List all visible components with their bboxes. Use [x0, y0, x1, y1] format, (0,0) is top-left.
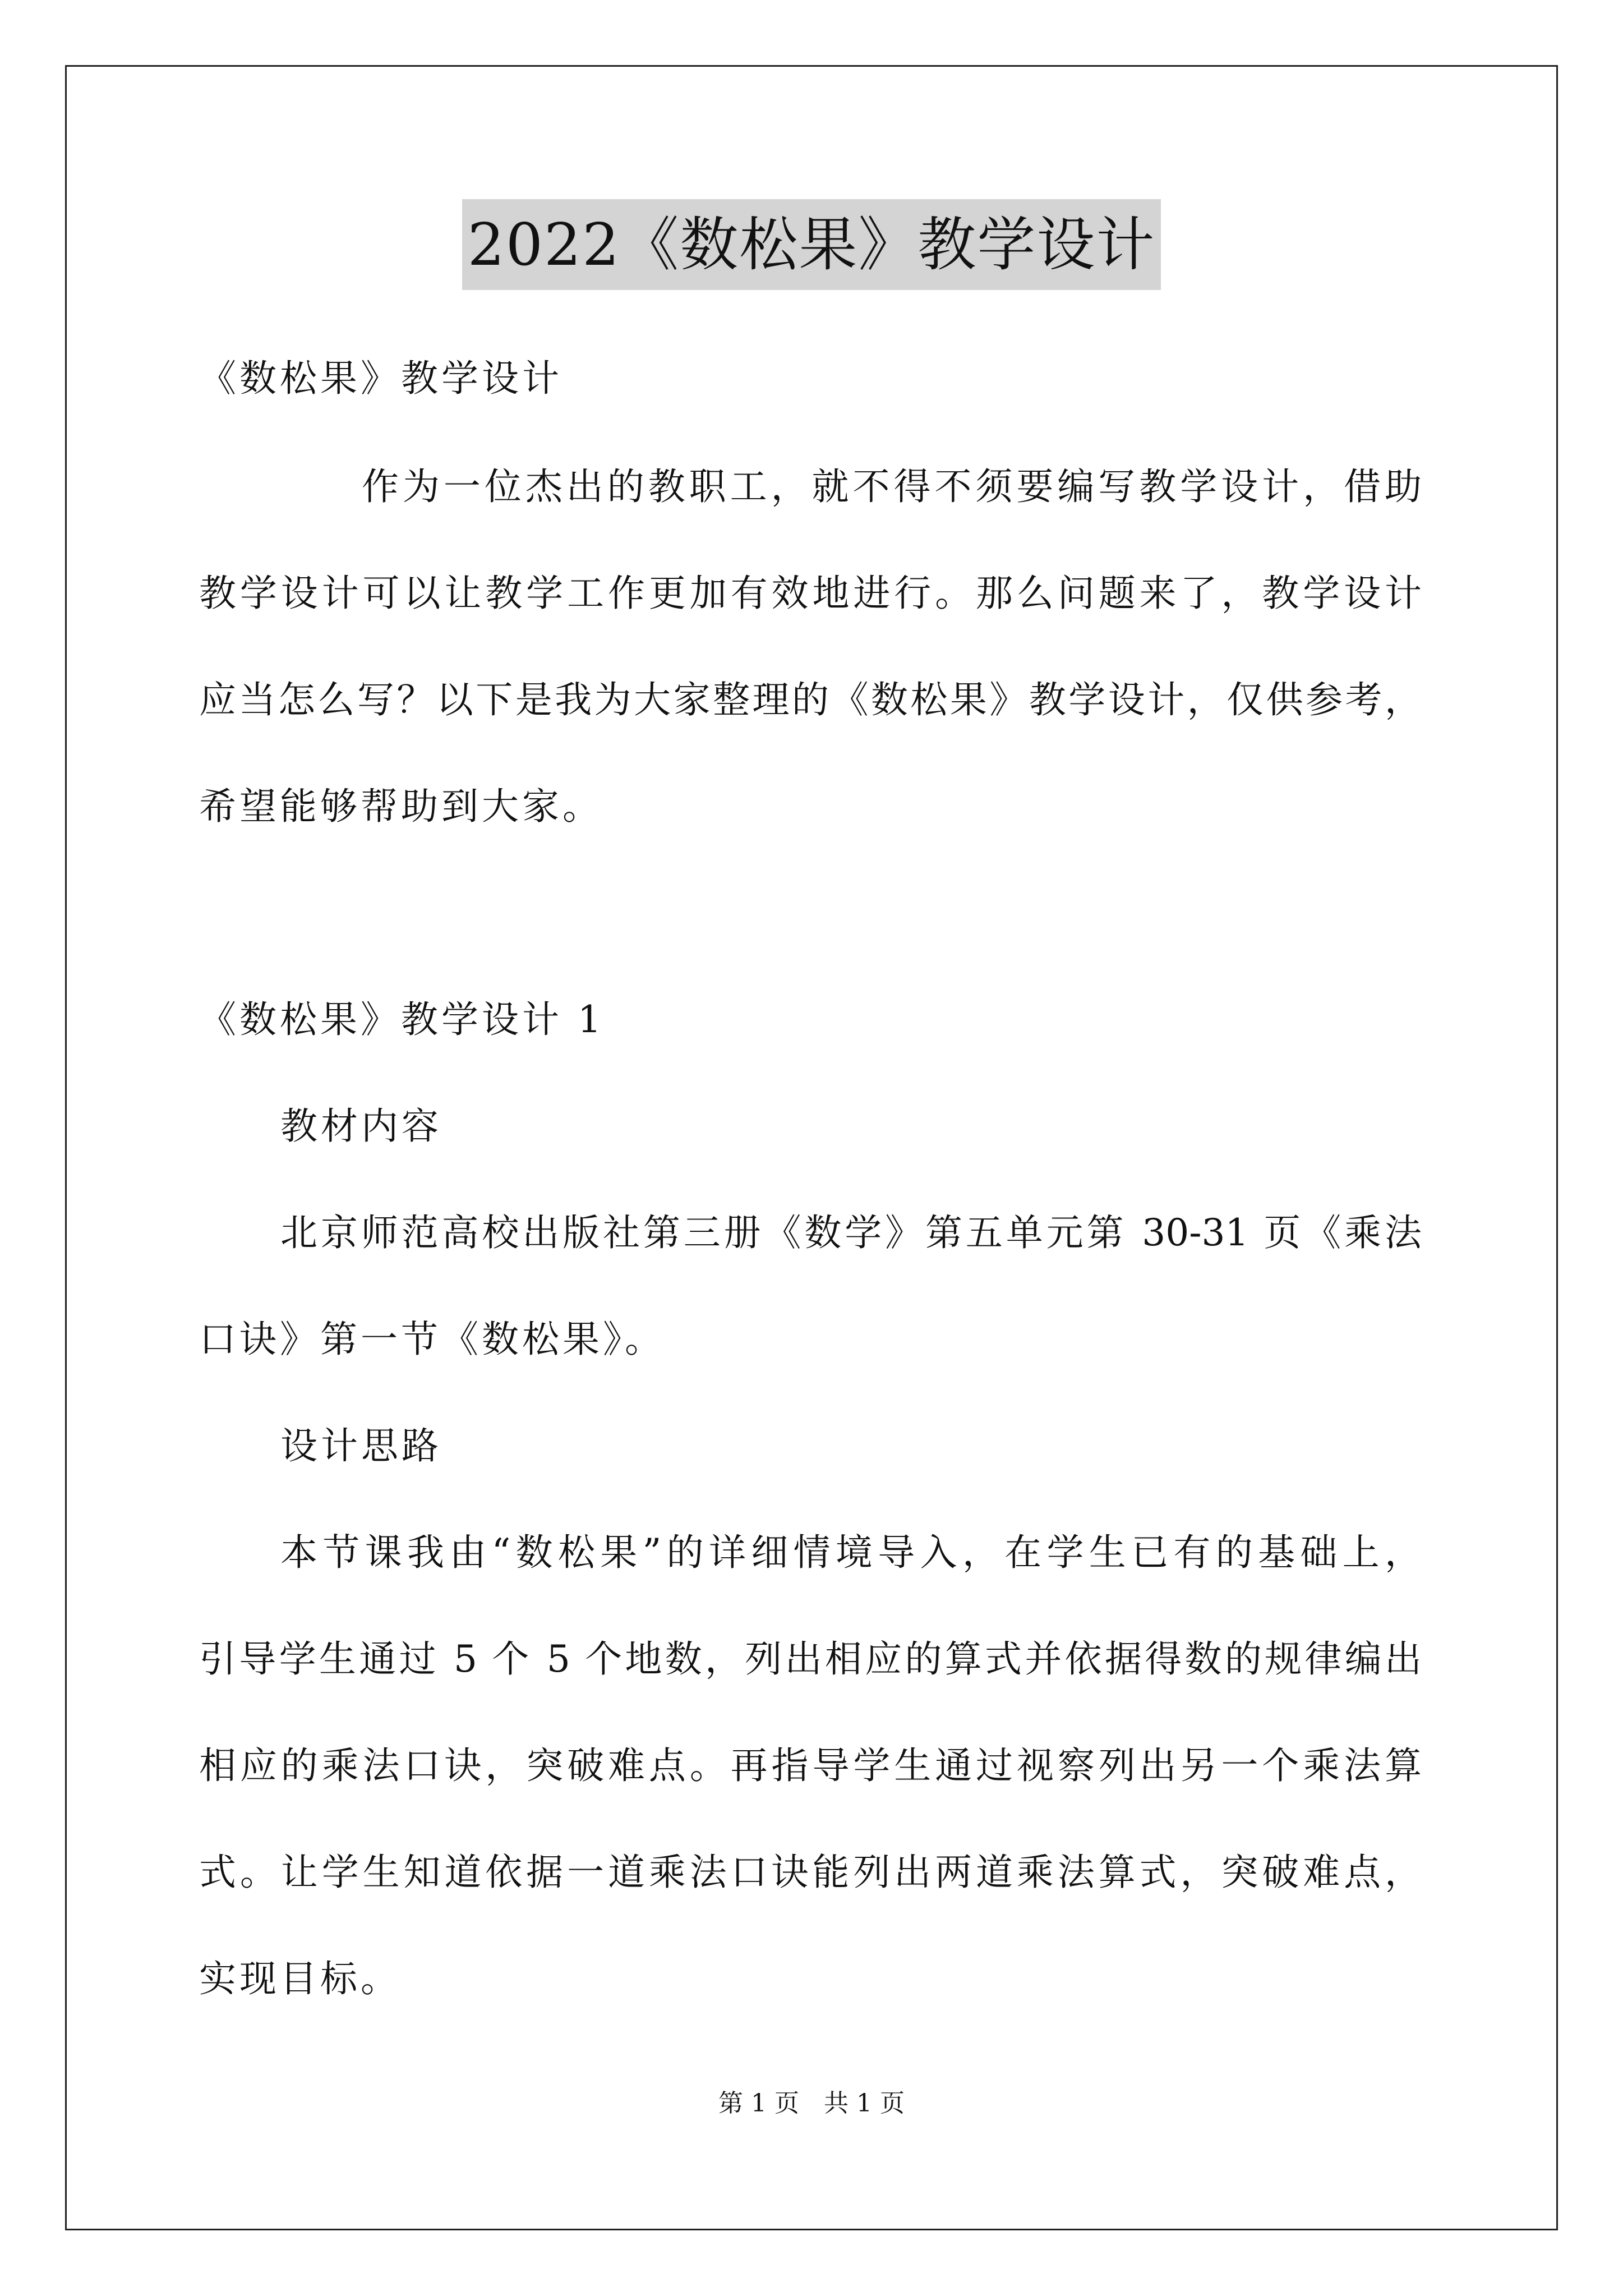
document-subtitle: 《数松果》教学设计: [199, 357, 562, 400]
title-container: [0, 199, 1623, 290]
heading-design: 设计思路: [280, 1424, 442, 1467]
section-title: 《数松果》教学设计 1: [199, 998, 605, 1041]
design-line-4: 式。让学生知道依据一道乘法口诀能列出两道乘法算式，突破难点，: [199, 1851, 1422, 1894]
document-title: 2022《数松果》教学设计: [462, 199, 1161, 290]
design-line-1: 本节课我由“数松果”的详细情境导入，在学生已有的基础上，: [280, 1531, 1422, 1574]
intro-line-4: 希望能够帮助到大家。: [199, 785, 603, 828]
design-line-2: 引导学生通过 5 个 5 个地数，列出相应的算式并依据得数的规律编出: [199, 1637, 1422, 1681]
material-line-2: 口诀》第一节《数松果》。: [199, 1318, 665, 1361]
intro-line-1: 作为一位杰出的教职工，就不得不须要编写教学设计，借助: [362, 465, 1422, 508]
page-footer: 第 1 页 共 1 页: [718, 2089, 905, 2118]
heading-material: 教材内容: [280, 1105, 442, 1148]
intro-line-3: 应当怎么写？以下是我为大家整理的《数松果》教学设计，仅供参考，: [199, 678, 1422, 721]
design-line-5: 实现目标。: [199, 1957, 401, 2000]
material-line-1: 北京师范高校出版社第三册《数学》第五单元第 30-31 页《乘法: [280, 1211, 1422, 1254]
design-line-3: 相应的乘法口诀，突破难点。再指导学生通过视察列出另一个乘法算: [199, 1744, 1422, 1787]
intro-line-2: 教学设计可以让教学工作更加有效地进行。那么问题来了，教学设计: [199, 572, 1422, 615]
